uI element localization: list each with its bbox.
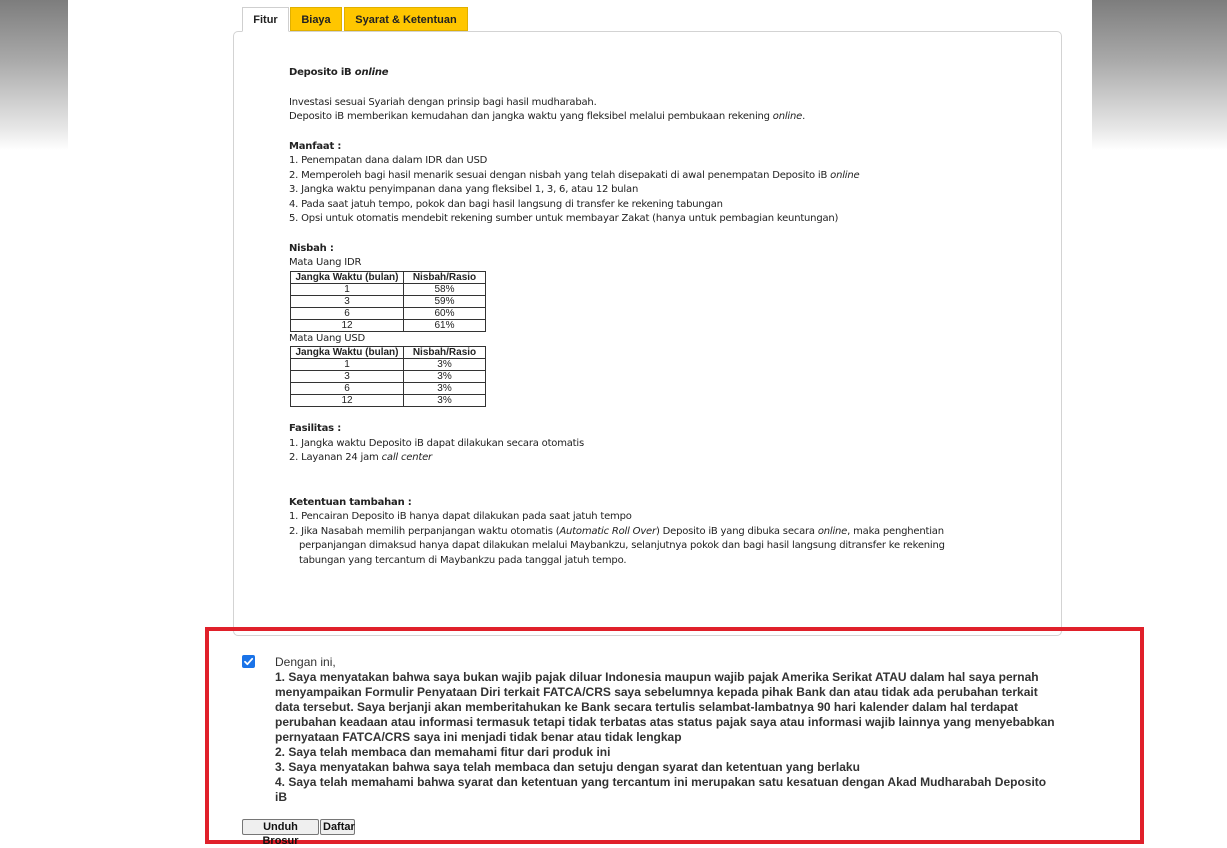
tab-fitur[interactable]: Fitur: [242, 7, 289, 32]
table-row: 6 3%: [291, 383, 486, 395]
manfaat-heading: Manfaat :: [289, 140, 342, 152]
intro-line-1: Investasi sesuai Syariah dengan prinsip bagi hasil mudharabah.: [289, 96, 597, 108]
list-item: 3. Jangka waktu penyimpanan dana yang fleksibel 1, 3, 6, atau 12 bulan: [289, 184, 639, 195]
background-right-gradient: [1092, 0, 1227, 150]
agreement-intro: Dengan ini,: [275, 655, 336, 669]
download-brochure-button[interactable]: Unduh Brosur: [242, 819, 319, 835]
table-header-nisbah: Nisbah/Rasio: [404, 271, 486, 283]
list-item: 2. Jika Nasabah memilih perpanjangan waktu otomatis (Automatic Roll Over) Deposito iB yang dibuka secara online, maka penghentian perpanjangan dimaksud hanya dapat dilakukan melalui Maybankzu, selanjutnya pokok dan bagi hasil langsung ditransfer ke rekening tabungan yang tercantum di Maybankzu pada tanggal jatuh tempo.: [289, 525, 945, 566]
list-item: 1. Jangka waktu Deposito iB dapat dilakukan secara otomatis: [289, 437, 584, 449]
agreement-point-4: 4. Saya telah memahami bahwa syarat dan ketentuan yang tercantum ini merupakan satu kesatuan dengan Akad Mudharabah Deposito iB: [275, 775, 1047, 804]
checkmark-icon: [243, 656, 254, 667]
table-row: 6 60%: [291, 307, 486, 319]
nisbah-idr-label: Mata Uang IDR: [289, 257, 362, 268]
background-left-gradient: [0, 0, 68, 150]
table-header-jangka: Jangka Waktu (bulan): [291, 271, 404, 283]
product-title-italic: online: [354, 67, 389, 78]
table-row: 12 61%: [291, 319, 486, 331]
list-item: 2. Layanan 24 jam call center: [289, 452, 432, 463]
agreement-point-3: 3. Saya menyatakan bahwa saya telah membaca dan setuju dengan syarat dan ketentuan yang berlaku: [275, 760, 860, 774]
agreement-point-1: 1. Saya menyatakan bahwa saya bukan wajib pajak diluar Indonesia maupun wajib pajak Amerika Serikat ATAU dalam hal saya pernah menyampaikan Formulir Penyataan Diri terkait FATCA/CRS saya sebelumnya kepada pihak Bank dan atau tidak ada perubahan terkait data tersebut. Saya berjanji akan memberitahukan ke Bank secara tertulis selambat-lambatnya 90 hari kalender dalam hal terdapat perubahan keadaan atau informasi termasuk tetapi tidak terbatas atas status pajak saya atau informasi wajib lainnya yang menyebabkan pernyataan FATCA/CRS saya ini menjadi tidak benar atau tidak lengkap: [275, 670, 1055, 744]
table-row: 3 59%: [291, 295, 486, 307]
agreement-text: [275, 655, 1055, 805]
list-item: 5. Opsi untuk otomatis mendebit rekening sumber untuk membayar Zakat (hanya untuk pembagian keuntungan): [289, 213, 839, 224]
nisbah-heading: Nisbah :: [289, 242, 334, 254]
nisbah-idr-table: [290, 271, 486, 332]
tab-syarat-ketentuan[interactable]: Syarat & Ketentuan: [344, 7, 468, 31]
table-header-nisbah: Nisbah/Rasio: [404, 347, 486, 359]
table-header-jangka: Jangka Waktu (bulan): [291, 347, 404, 359]
agreement-point-2: 2. Saya telah membaca dan memahami fitur dari produk ini: [275, 745, 611, 759]
table-row: 1 58%: [291, 283, 486, 295]
nisbah-usd-label: Mata Uang USD: [289, 332, 366, 344]
product-description: [289, 66, 1029, 568]
register-button[interactable]: Daftar: [320, 819, 355, 835]
table-row: 1 3%: [291, 359, 486, 371]
product-title-main: Deposito iB: [289, 67, 352, 78]
agreement-checkbox[interactable]: [242, 655, 255, 668]
tab-biaya[interactable]: Biaya: [290, 7, 342, 31]
manfaat-list: [289, 154, 1029, 227]
table-row: 12 3%: [291, 395, 486, 407]
intro-line-2: Deposito iB memberikan kemudahan dan jangka waktu yang fleksibel melalui pembukaan rekening online.: [289, 111, 806, 122]
list-item: 4. Pada saat jatuh tempo, pokok dan bagi hasil langsung di transfer ke rekening tabungan: [289, 198, 723, 210]
list-item: 2. Memperoleh bagi hasil menarik sesuai dengan nisbah yang telah disepakati di awal penempatan Deposito iB online: [289, 169, 860, 181]
list-item: 1. Pencairan Deposito iB hanya dapat dilakukan pada saat jatuh tempo: [289, 511, 632, 522]
nisbah-usd-table: [290, 346, 486, 407]
fasilitas-heading: Fasilitas :: [289, 423, 341, 434]
product-title: [289, 66, 1029, 81]
list-item: 1. Penempatan dana dalam IDR dan USD: [289, 155, 488, 166]
ketentuan-heading: Ketentuan tambahan :: [289, 496, 412, 508]
table-row: 3 3%: [291, 371, 486, 383]
